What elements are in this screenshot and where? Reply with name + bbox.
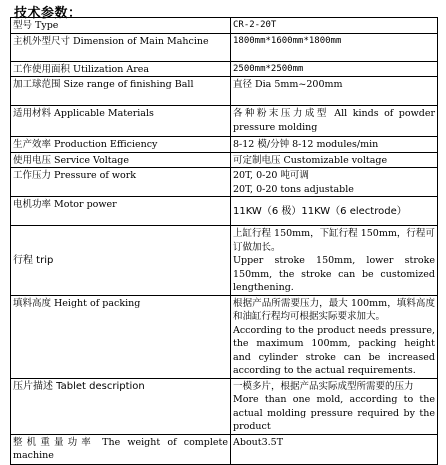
row-label-efficiency: 生产效率 Production Efficiency bbox=[11, 137, 231, 153]
row-value-voltage: 可定制电压 Customizable voltage bbox=[231, 152, 438, 168]
tablet-line-en: More than one mold, according to the actual molding pressure required by the product bbox=[233, 394, 435, 432]
row-value-motor: 11KW（6 极）11KW（6 electrode） bbox=[231, 197, 438, 226]
table-row bbox=[11, 77, 438, 106]
row-value-tablet bbox=[231, 378, 438, 434]
tablet-line-cn: 一模多片，根据产品实际成型所需要的压力 bbox=[233, 380, 414, 392]
table-row bbox=[11, 61, 438, 77]
trip-line-cn: 上缸行程 150mm，下缸行程 150mm，行程可订做加长。 bbox=[233, 228, 435, 253]
table-row bbox=[11, 168, 438, 197]
table-row bbox=[11, 197, 438, 226]
row-label-area: 工作使用面积 Utilization Area bbox=[11, 61, 231, 77]
row-label-materials: 适用材料 Applicable Materials bbox=[11, 106, 231, 137]
row-label-packing: 填料高度 Height of packing bbox=[11, 295, 231, 378]
table-row bbox=[11, 137, 438, 153]
row-value-trip bbox=[231, 226, 438, 296]
row-label-tablet: 压片描述 Tablet description bbox=[11, 378, 231, 434]
row-label-ball-size: 加工球范围 Size range of finishing Ball bbox=[11, 77, 231, 106]
row-value-ball-size: 直径 Dia 5mm~200mm bbox=[231, 77, 438, 106]
trip-line-en: Upper stroke 150mm, lower stroke 150mm, the stroke can be customized lengthening. bbox=[233, 255, 435, 293]
row-value-efficiency: 8-12 模/分钟 8-12 modules/min bbox=[231, 137, 438, 153]
table-row bbox=[11, 152, 438, 168]
row-value-dimension: 1800mm*1600mm*1800mm bbox=[231, 33, 438, 61]
row-label-voltage: 使用电压 Service Voltage bbox=[11, 152, 231, 168]
row-label-weight: 整机重量功率 The weight of complete machine bbox=[11, 434, 231, 464]
packing-line-cn: 根据产品所需要压力，最大 100mm，填料高度和油缸行程均可根据实际要求加大。 bbox=[233, 297, 435, 322]
table-row bbox=[11, 18, 438, 34]
row-label-trip: 行程 trip bbox=[11, 226, 231, 296]
row-value-area: 2500mm*2500mm bbox=[231, 61, 438, 77]
row-label-pressure: 工作压力 Pressure of work bbox=[11, 168, 231, 197]
row-label-type: 型号 Type bbox=[11, 18, 231, 34]
pressure-line-cn: 20T, 0-20 吨可调 bbox=[233, 170, 309, 181]
packing-line-en: According to the product needs pressure, the maximum 100mm, packing height and cylinder stroke can be increased according to the actual requirements. bbox=[233, 324, 435, 376]
table-row bbox=[11, 226, 438, 296]
row-value-type: CR-2-20T bbox=[231, 18, 438, 34]
row-value-materials: 各种粉末压力成型 All kinds of powder pressure molding bbox=[231, 106, 438, 137]
row-label-motor: 电机功率 Motor power bbox=[11, 197, 231, 226]
row-label-dimension: 主机外型尺寸 Dimension of Main Mahcine bbox=[11, 33, 231, 61]
spec-heading: 技术参数： bbox=[14, 6, 82, 21]
table-row bbox=[11, 106, 438, 137]
table-row bbox=[11, 295, 438, 378]
row-value-weight: About3.5T bbox=[231, 434, 438, 464]
table-row bbox=[11, 434, 438, 464]
pressure-line-en: 20T, 0-20 tons adjustable bbox=[233, 183, 354, 195]
table-row bbox=[11, 33, 438, 61]
row-value-pressure bbox=[231, 168, 438, 197]
row-value-packing bbox=[231, 295, 438, 378]
spec-table bbox=[10, 17, 438, 465]
table-row bbox=[11, 378, 438, 434]
